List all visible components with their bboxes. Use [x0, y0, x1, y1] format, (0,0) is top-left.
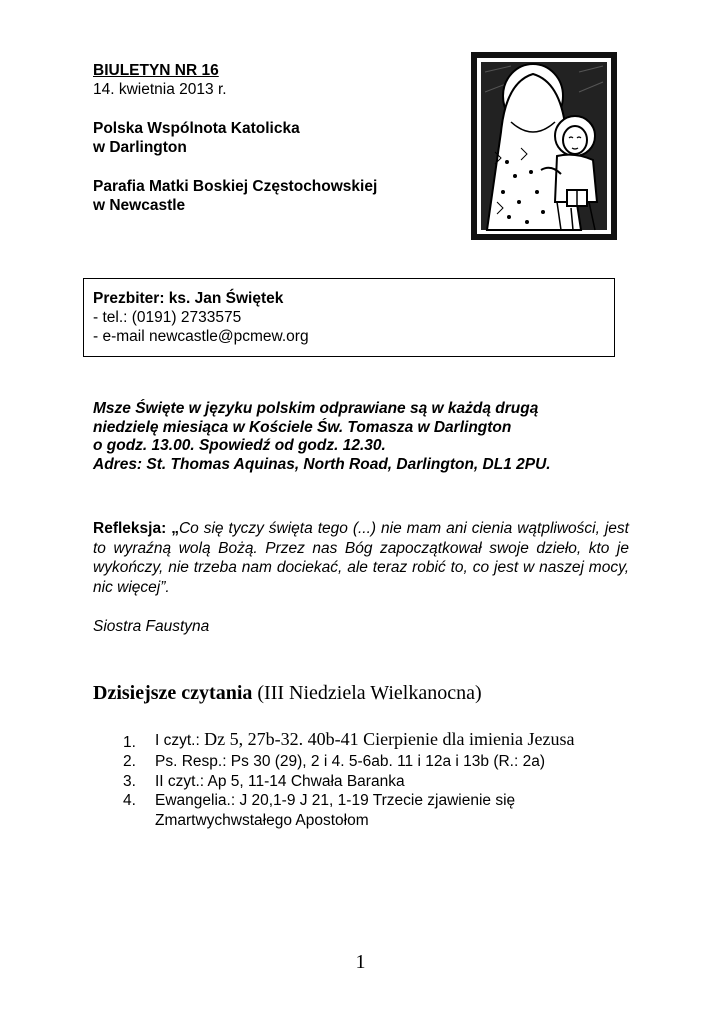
priest-name: Prezbiter: ks. Jan Świętek — [93, 290, 284, 307]
readings-heading-rest: (III Niedziela Wielkanocna) — [252, 682, 482, 704]
readings-heading — [93, 682, 482, 705]
list-item — [123, 752, 633, 772]
bulletin-date: 14. kwietnia 2013 r. — [93, 81, 227, 98]
page-number: 1 — [355, 951, 366, 973]
list-item-number: 2. — [123, 753, 136, 770]
mass-info-line1: Msze Święte w języku polskim odprawiane są w każdą drugą — [93, 400, 539, 417]
list-item — [123, 728, 633, 752]
community-name-line1: Polska Wspólnota Katolicka — [93, 120, 300, 137]
readings-heading-bold: Dzisiejsze czytania — [93, 682, 253, 704]
list-item-number: 1. — [123, 734, 136, 751]
mass-info-line4: Adres: St. Thomas Aquinas, North Road, Darlington, DL1 2PU. — [93, 455, 551, 473]
mass-info-line2: niedzielę miesiąca w Kościele Św. Tomasza w Darlington — [93, 418, 512, 436]
list-item — [123, 772, 633, 792]
community-name-line2: w Darlington — [93, 139, 187, 156]
list-item-text: Dz 5, 27b-32. 40b-41 Cierpienie dla imienia Jezusa — [204, 729, 575, 749]
reflection-author: Siostra Faustyna — [93, 618, 210, 635]
contact-box — [83, 278, 615, 357]
list-item-number: 3. — [123, 772, 136, 790]
readings-list — [123, 728, 633, 830]
parish-name-line2: w Newcastle — [93, 197, 186, 214]
list-item-number: 4. — [123, 792, 136, 809]
reflection-label: Refleksja: „ — [93, 520, 179, 537]
list-item-text: Ewangelia.: J 20,1-9 J 21, 1-19 Trzecie zjawienie się Zmartwychwstałego Apostołom — [155, 792, 516, 829]
list-item — [123, 791, 633, 830]
bulletin-header — [93, 61, 453, 215]
bulletin-title: BIULETYN NR 16 — [93, 62, 219, 79]
list-item-prefix: I czyt.: — [155, 732, 205, 749]
reflection-text: Co się tyczy święta tego (...) nie mam ani cienia wątpliwości, jest to wyraźną wolą Bożą. Przez nas Bóg zapoczątkował swoje dzieło, kto je wykończy, nie trzeba nam dociekać, ale teraz robić to, co jest w naszej mocy, nic więcej”. — [93, 520, 629, 596]
list-item-text: II czyt.: Ap 5, 11-14 Chwała Baranka — [155, 772, 405, 790]
priest-email: - e-mail newcastle@pcmew.org — [93, 328, 309, 345]
mass-info-line3: o godz. 13.00. Spowiedź od godz. 12.30. — [93, 437, 386, 454]
priest-phone: - tel.: (0191) 2733575 — [93, 309, 242, 326]
list-item-text: Ps. Resp.: Ps 30 (29), 2 i 4. 5-6ab. 11 i 12a i 13b (R.: 2a) — [155, 753, 545, 770]
reflection-paragraph — [93, 519, 629, 597]
madonna-and-child-icon — [471, 52, 617, 240]
mass-info — [93, 400, 633, 474]
parish-name-line1: Parafia Matki Boskiej Częstochowskiej — [93, 178, 378, 195]
